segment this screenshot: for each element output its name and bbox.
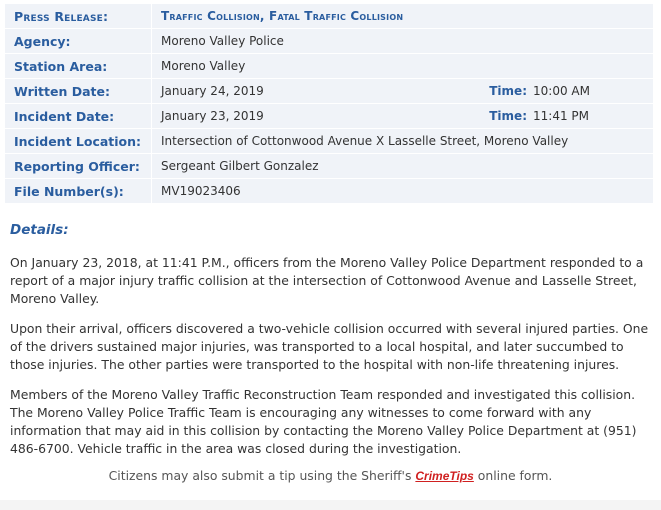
incident-date-label: Incident Date:: [5, 104, 152, 128]
incident-location-value: Intersection of Cottonwood Avenue X Lasselle Street, Moreno Valley: [152, 129, 653, 153]
press-release-label: Press Release:: [5, 4, 152, 28]
footer-divider: [0, 500, 661, 510]
incident-date-value: January 23, 2019: [152, 104, 489, 128]
agency-label: Agency:: [5, 29, 152, 53]
file-number-label: File Number(s):: [5, 179, 152, 203]
agency-value: Moreno Valley Police: [152, 29, 653, 53]
crimetips-line: [0, 468, 661, 483]
written-date-label: Written Date:: [5, 79, 152, 103]
row-incident-date: [5, 104, 653, 128]
written-time-label: Time:: [489, 79, 533, 103]
row-agency: [5, 29, 653, 53]
incident-time-value: 11:41 PM: [533, 104, 653, 128]
tip-suffix: online form.: [477, 468, 553, 483]
row-file-number: [5, 179, 653, 203]
details-heading: Details:: [10, 222, 69, 238]
reporting-officer-label: Reporting Officer:: [5, 154, 152, 178]
crimetips-link[interactable]: CrimeTips: [415, 469, 474, 483]
press-release-info-table: [5, 3, 653, 204]
press-release-value: Traffic Collision, Fatal Traffic Collision: [152, 4, 653, 28]
row-reporting-officer: [5, 154, 653, 178]
station-area-label: Station Area:: [5, 54, 152, 78]
row-written-date: [5, 79, 653, 103]
details-paragraph-1: On January 23, 2018, at 11:41 P.M., officers from the Moreno Valley Police Department responded to a report of a major injury traffic collision at the intersection of Cottonwood Avenue and Lasselle Street, Moreno Valley.: [10, 255, 644, 306]
written-time-value: 10:00 AM: [533, 79, 653, 103]
reporting-officer-value: Sergeant Gilbert Gonzalez: [152, 154, 653, 178]
details-paragraph-2: Upon their arrival, officers discovered a two-vehicle collision occurred with several injured parties. One of the drivers sustained major injuries, was transported to a local hospital, and later succumbed to those injuries. The other parties were transported to the hospital with non-life threatening injures.: [10, 321, 649, 372]
details-paragraph-3: Members of the Moreno Valley Traffic Reconstruction Team responded and investigated this collision. The Moreno Valley Police Traffic Team is encouraging any witnesses to come forward with any information that may aid in this collision by contacting the Moreno Valley Police Department at (951) 486-6700. Vehicle traffic in the area was closed during the investigation.: [10, 387, 637, 456]
file-number-value: MV19023406: [152, 179, 653, 203]
row-press-release: [5, 4, 653, 28]
tip-prefix: Citizens may also submit a tip using the Sheriff's: [108, 468, 412, 483]
written-date-value: January 24, 2019: [152, 79, 489, 103]
incident-time-label: Time:: [489, 104, 533, 128]
row-incident-location: [5, 129, 653, 153]
row-station-area: [5, 54, 653, 78]
station-area-value: Moreno Valley: [152, 54, 653, 78]
incident-location-label: Incident Location:: [5, 129, 152, 153]
